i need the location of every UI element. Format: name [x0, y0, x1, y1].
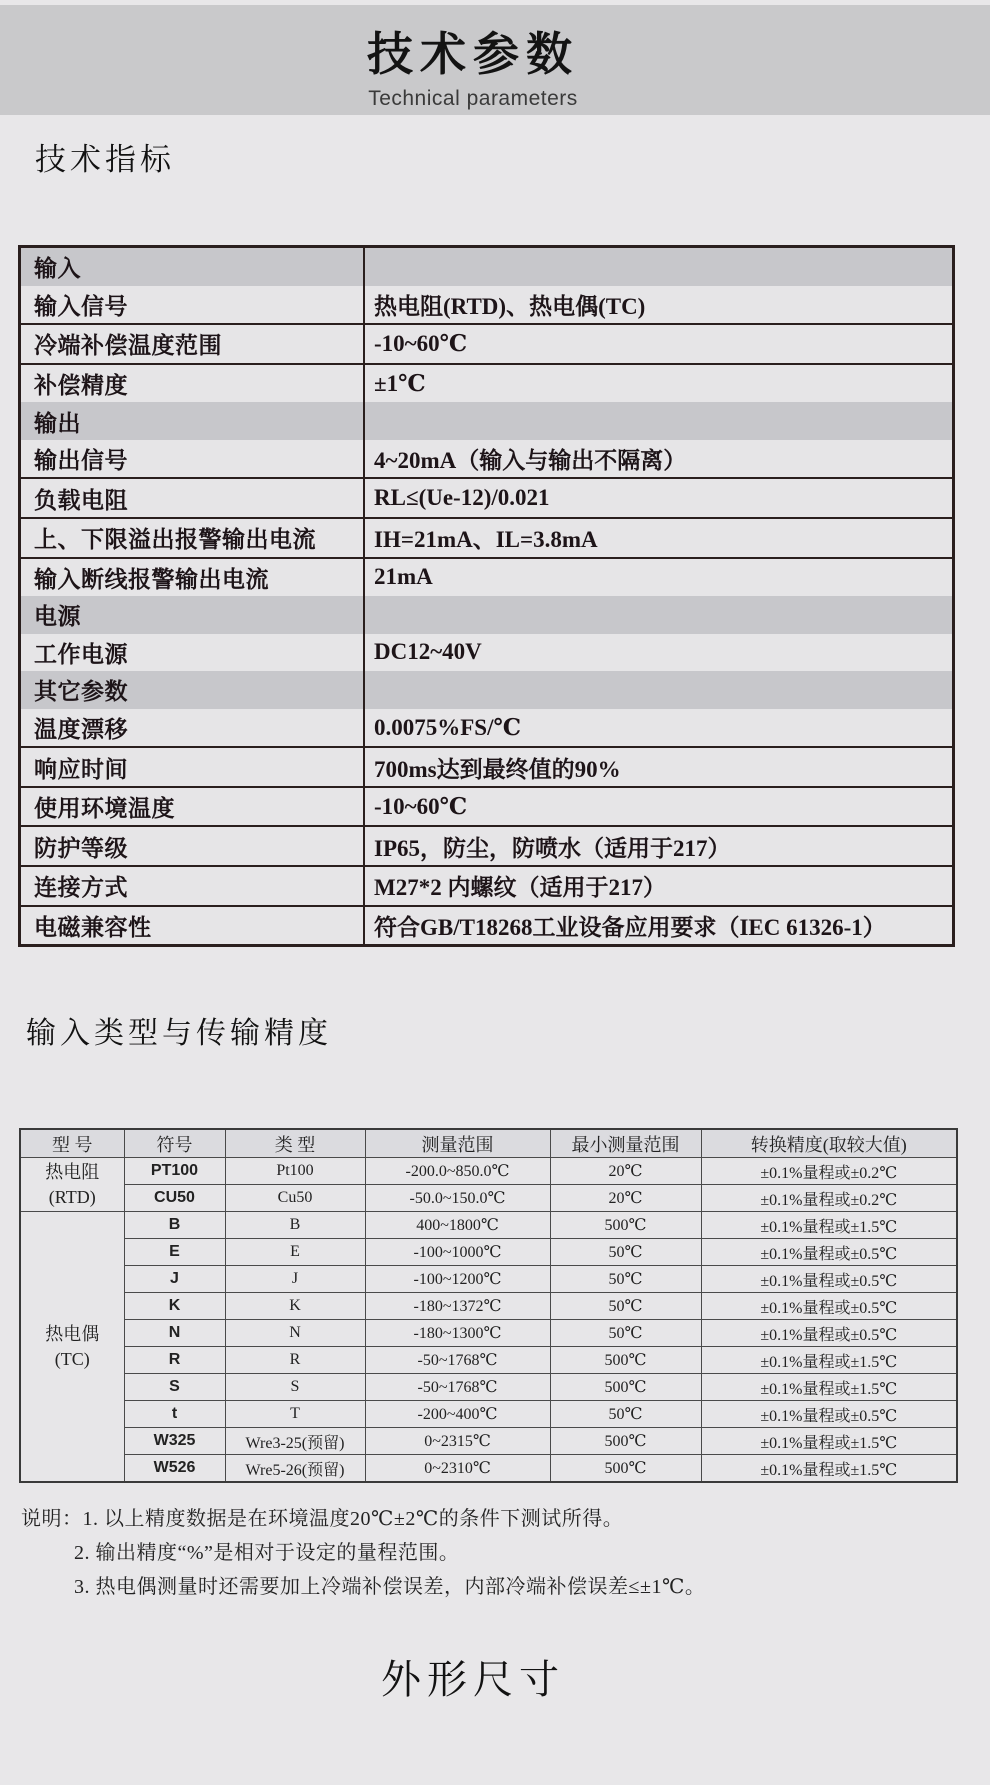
- type-table-row: [20, 1455, 957, 1483]
- spec-section-row: [21, 671, 952, 709]
- spec-row: [21, 557, 952, 597]
- type-cell: E: [225, 1239, 365, 1266]
- model-group-cell: [20, 1158, 124, 1212]
- page-title: 技术参数: [367, 28, 579, 80]
- type-cell: S: [225, 1374, 365, 1401]
- note-item: 2. 输出精度“%”是相对于设定的量程范围。: [74, 1542, 460, 1564]
- spec-value: IH=21mA、IL=3.8mA: [374, 527, 598, 553]
- type-table-header-cell: 类 型: [225, 1129, 365, 1158]
- type-cell: N: [225, 1320, 365, 1347]
- spec-section-row: [21, 248, 952, 286]
- symbol-cell: PT100: [124, 1158, 225, 1185]
- spec-value: 热电阻(RTD)、热电偶(TC): [374, 293, 646, 319]
- spec-value: RL≤(Ue-12)/0.021: [374, 485, 550, 511]
- range-cell: -100~1200℃: [365, 1266, 550, 1293]
- type-table-header-cell: 转换精度(取较大值): [701, 1129, 957, 1158]
- type-cell: Wre3-25(预留): [225, 1428, 365, 1455]
- type-table-header-cell: 测量范围: [365, 1129, 550, 1158]
- spec-row: [21, 709, 952, 747]
- range-cell: 0~2315℃: [365, 1428, 550, 1455]
- note-line: [21, 1502, 951, 1536]
- symbol-cell: B: [124, 1212, 225, 1239]
- spec-value: -10~60℃: [374, 331, 468, 357]
- spec-label: 上、下限溢出报警输出电流: [21, 519, 365, 557]
- min-range-cell: 20℃: [550, 1185, 701, 1212]
- min-range-cell: 500℃: [550, 1428, 701, 1455]
- accuracy-cell: ±0.1%量程或±1.5℃: [701, 1374, 957, 1401]
- min-range-cell: 500℃: [550, 1374, 701, 1401]
- section-heading-input-types: 输入类型与传输精度: [26, 1017, 332, 1050]
- spec-row: [21, 905, 952, 945]
- spec-label: 电磁兼容性: [21, 907, 365, 945]
- accuracy-cell: ±0.1%量程或±0.5℃: [701, 1320, 957, 1347]
- model-name: 热电偶: [45, 1323, 100, 1344]
- type-table-row: [20, 1374, 957, 1401]
- spec-label: 冷端补偿温度范围: [21, 325, 365, 363]
- spec-value: ±1℃: [374, 370, 426, 396]
- accuracy-cell: ±0.1%量程或±0.5℃: [701, 1293, 957, 1320]
- symbol-cell: J: [124, 1266, 225, 1293]
- spec-value: [365, 671, 952, 709]
- range-cell: -200~400℃: [365, 1401, 550, 1428]
- min-range-cell: 500℃: [550, 1347, 701, 1374]
- type-table-row: [20, 1266, 957, 1293]
- section-heading-dimensions: 外形尺寸: [381, 1658, 565, 1702]
- range-cell: 400~1800℃: [365, 1212, 550, 1239]
- accuracy-cell: ±0.1%量程或±1.5℃: [701, 1347, 957, 1374]
- accuracy-cell: ±0.1%量程或±1.5℃: [701, 1455, 957, 1483]
- min-range-cell: 50℃: [550, 1320, 701, 1347]
- spec-value: -10~60℃: [374, 794, 468, 820]
- header-banner-content: [0, 5, 946, 111]
- symbol-cell: t: [124, 1401, 225, 1428]
- spec-value: [365, 248, 952, 286]
- spec-label: 响应时间: [21, 748, 365, 786]
- symbol-cell: CU50: [124, 1185, 225, 1212]
- section-heading-tech-specs: 技术指标: [35, 142, 175, 177]
- symbol-cell: S: [124, 1374, 225, 1401]
- type-table-row: [20, 1185, 957, 1212]
- spec-row: [21, 746, 952, 786]
- spec-value: DC12~40V: [374, 639, 482, 665]
- min-range-cell: 50℃: [550, 1239, 701, 1266]
- range-cell: -200.0~850.0℃: [365, 1158, 550, 1185]
- type-cell: Wre5-26(预留): [225, 1455, 365, 1483]
- spec-row: [21, 786, 952, 826]
- type-table-header-cell: 符号: [124, 1129, 225, 1158]
- type-table-row: [20, 1428, 957, 1455]
- type-table-header-cell: 最小测量范围: [550, 1129, 701, 1158]
- symbol-cell: N: [124, 1320, 225, 1347]
- spec-label: 温度漂移: [21, 709, 365, 747]
- spec-label: 输出: [21, 402, 365, 440]
- note-item: 1. 以上精度数据是在环境温度20℃±2℃的条件下测试所得。: [82, 1508, 624, 1530]
- min-range-cell: 20℃: [550, 1158, 701, 1185]
- spec-row: [21, 477, 952, 517]
- spec-value: 4~20mA（输入与输出不隔离）: [374, 448, 687, 474]
- spec-row: [21, 517, 952, 557]
- spec-table: [18, 245, 955, 947]
- spec-label: 输入: [21, 248, 365, 286]
- model-name: 热电阻: [45, 1161, 100, 1182]
- min-range-cell: 500℃: [550, 1455, 701, 1483]
- spec-label: 工作电源: [21, 634, 365, 672]
- symbol-cell: W325: [124, 1428, 225, 1455]
- spec-row: [21, 440, 952, 478]
- min-range-cell: 500℃: [550, 1212, 701, 1239]
- spec-row: [21, 825, 952, 865]
- type-table-row: [20, 1347, 957, 1374]
- symbol-cell: K: [124, 1293, 225, 1320]
- symbol-cell: R: [124, 1347, 225, 1374]
- accuracy-cell: ±0.1%量程或±0.2℃: [701, 1185, 957, 1212]
- spec-label: 其它参数: [21, 671, 365, 709]
- type-cell: T: [225, 1401, 365, 1428]
- spec-value: 21mA: [374, 564, 433, 590]
- symbol-cell: E: [124, 1239, 225, 1266]
- type-cell: R: [225, 1347, 365, 1374]
- spec-value: [365, 402, 952, 440]
- spec-value: [365, 596, 952, 634]
- type-table-row: [20, 1212, 957, 1239]
- type-table-header-row: [20, 1129, 957, 1158]
- accuracy-cell: ±0.1%量程或±1.5℃: [701, 1212, 957, 1239]
- spec-label: 输出信号: [21, 440, 365, 478]
- spec-row: [21, 865, 952, 905]
- type-table-header-cell: 型 号: [20, 1129, 124, 1158]
- symbol-cell: W526: [124, 1455, 225, 1483]
- header-banner: [0, 5, 990, 115]
- accuracy-cell: ±0.1%量程或±0.5℃: [701, 1401, 957, 1428]
- type-table-row: [20, 1401, 957, 1428]
- spec-section-row: [21, 596, 952, 634]
- spec-section-row: [21, 402, 952, 440]
- range-cell: -50~1768℃: [365, 1374, 550, 1401]
- accuracy-cell: ±0.1%量程或±1.5℃: [701, 1428, 957, 1455]
- range-cell: 0~2310℃: [365, 1455, 550, 1483]
- range-cell: -50.0~150.0℃: [365, 1185, 550, 1212]
- type-table-row: [20, 1320, 957, 1347]
- spec-label: 防护等级: [21, 827, 365, 865]
- spec-label: 使用环境温度: [21, 788, 365, 826]
- accuracy-cell: ±0.1%量程或±0.2℃: [701, 1158, 957, 1185]
- spec-row: [21, 634, 952, 672]
- note-prefix: 说明：: [21, 1508, 83, 1530]
- type-cell: B: [225, 1212, 365, 1239]
- range-cell: -100~1000℃: [365, 1239, 550, 1266]
- spec-row: [21, 323, 952, 363]
- model-group-cell: [20, 1212, 124, 1483]
- spec-label: 电源: [21, 596, 365, 634]
- type-table-row: [20, 1239, 957, 1266]
- accuracy-cell: ±0.1%量程或±0.5℃: [701, 1239, 957, 1266]
- spec-value: M27*2 内螺纹（适用于217）: [374, 875, 666, 901]
- min-range-cell: 50℃: [550, 1293, 701, 1320]
- min-range-cell: 50℃: [550, 1401, 701, 1428]
- type-table: [19, 1128, 958, 1483]
- spec-label: 补偿精度: [21, 365, 365, 403]
- spec-value: 0.0075%FS/℃: [374, 715, 522, 741]
- notes-block: [21, 1502, 951, 1604]
- spec-value: 700ms达到最终值的90%: [374, 756, 621, 782]
- type-cell: J: [225, 1266, 365, 1293]
- page-subtitle: Technical parameters: [368, 87, 578, 110]
- range-cell: -50~1768℃: [365, 1347, 550, 1374]
- type-table-row: [20, 1158, 957, 1185]
- spec-value: 符合GB/T18268工业设备应用要求（IEC 61326-1）: [374, 914, 886, 940]
- min-range-cell: 50℃: [550, 1266, 701, 1293]
- model-subname: (RTD): [48, 1186, 96, 1207]
- spec-row: [21, 363, 952, 403]
- input-type-accuracy-table: [19, 1128, 958, 1483]
- accuracy-cell: ±0.1%量程或±0.5℃: [701, 1266, 957, 1293]
- type-table-row: [20, 1293, 957, 1320]
- range-cell: -180~1372℃: [365, 1293, 550, 1320]
- spec-label: 输入信号: [21, 286, 365, 324]
- range-cell: -180~1300℃: [365, 1320, 550, 1347]
- model-subname: (TC): [54, 1348, 90, 1369]
- spec-value: IP65，防尘，防喷水（适用于217）: [374, 835, 731, 861]
- spec-label: 输入断线报警输出电流: [21, 559, 365, 597]
- spec-label: 负载电阻: [21, 479, 365, 517]
- spec-row: [21, 286, 952, 324]
- type-cell: Cu50: [225, 1185, 365, 1212]
- type-cell: K: [225, 1293, 365, 1320]
- spec-label: 连接方式: [21, 867, 365, 905]
- type-cell: Pt100: [225, 1158, 365, 1185]
- note-item: 3. 热电偶测量时还需要加上冷端补偿误差，内部冷端补偿误差≤±1℃。: [74, 1576, 706, 1598]
